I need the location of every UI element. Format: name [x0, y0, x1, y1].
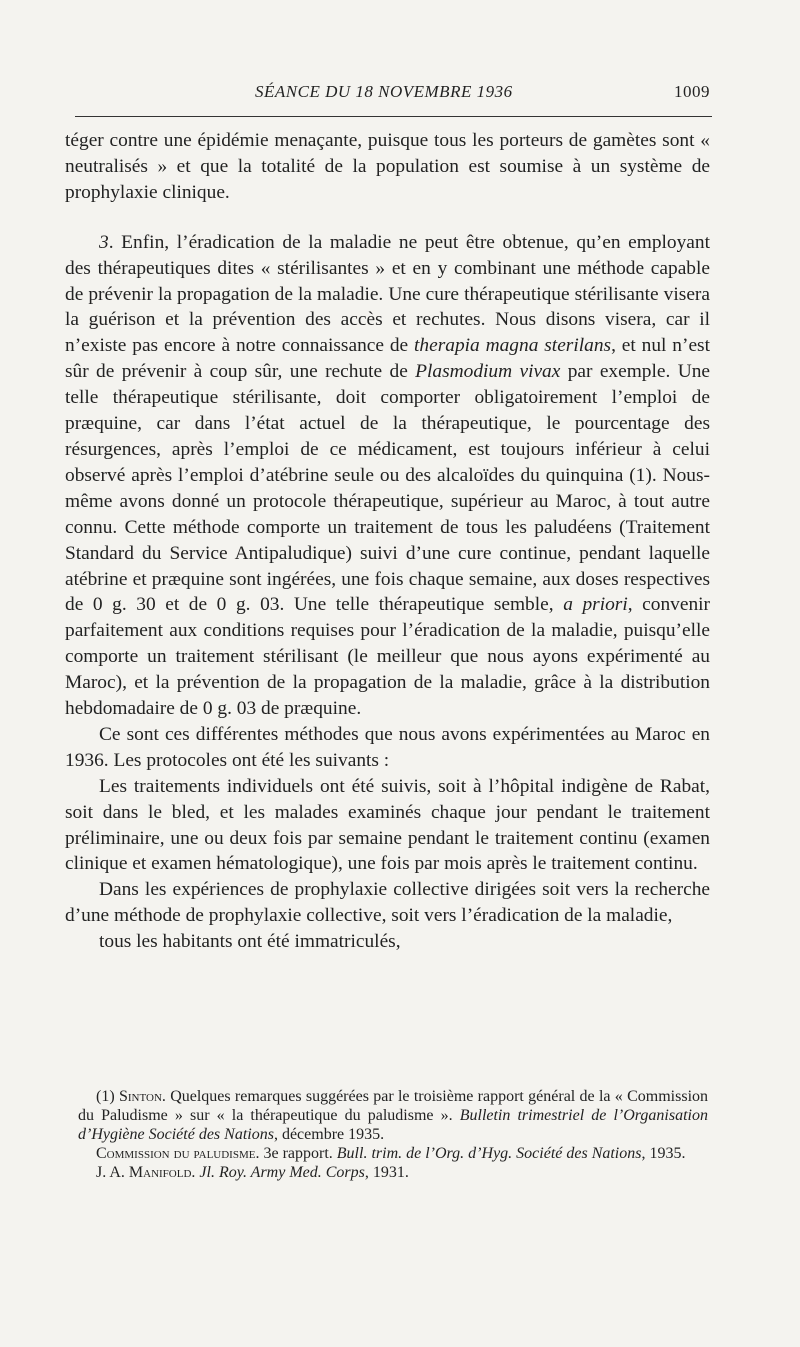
author-name: Manifold — [128, 1164, 192, 1181]
text-run: , 1931. — [364, 1164, 409, 1181]
running-header — [75, 82, 710, 108]
body-text — [65, 128, 710, 955]
italic-text: Bulletin trimestriel de l’Organisation d’Hygiène Société des Nations — [78, 1107, 708, 1143]
text-run: , 1935. — [641, 1145, 686, 1162]
text-run: . Enfin, l’éradication de la maladie ne peut être obtenue, qu’en employant des thérapeutiques dites « stérilisantes » et en y combinant une méthode capable de prévenir la propagation de la maladie. Une cure thérapeutique stérilisante visera la guérison et la prévention des accès et rechutes. Nous disons visera, car il n’existe pas encore à notre connaissance de — [65, 231, 710, 357]
paragraph-point-3 — [65, 230, 710, 722]
footnote-sinton — [78, 1087, 708, 1144]
text-run: . Quelques remarques suggérées par le troisième rapport général de la « Commission du Paludisme » sur « la thérapeutique du paludisme ». — [78, 1088, 709, 1124]
footnote-commission — [78, 1144, 708, 1163]
italic-text: therapia magna sterilans — [414, 335, 612, 357]
italic-text: a priori — [563, 594, 628, 616]
header-rule — [75, 116, 712, 117]
footnote-manifold — [78, 1163, 708, 1182]
text-run: J. A. — [96, 1164, 129, 1181]
author-name: Commission du paludisme — [96, 1145, 256, 1162]
author-name: Sinton — [118, 1088, 162, 1105]
header-title: SÉANCE DU 18 NOVEMBRE 1936 — [255, 82, 513, 101]
text-run: , décembre 1935. — [273, 1126, 385, 1143]
text-run: (1) — [96, 1088, 119, 1105]
footnotes — [78, 1087, 708, 1182]
text-run: , et nul n’est sûr de prévenir à coup sûr, une rechute de — [65, 335, 710, 383]
text-run: . — [191, 1164, 200, 1181]
italic-text: Plasmodium vivax — [415, 361, 561, 383]
text-run: par exemple. Une telle thérapeutique stérilisante, doit comporter obligatoirement l’emploi de præquine, car dans l’état actuel de la thérapeutique, le pourcentage des résurgences, après l’emploi de ce médicament, est toujours inférieur à celui observé après l’emploi d’atébrine seule ou des alcaloïdes du quinquina (1). Nous-même avons donné un protocole thérapeutique, supérieur au Maroc, à tout autre connu. Cette méthode comporte un traitement de tous les paludéens (Traitement Standard du Service Antipaludique) suivi d’une cure continue, pendant laquelle atébrine et præquine sont ingérées, une fois chaque semaine, aux doses respectives de 0 g. 30 et de 0 g. 03. Une telle thérapeutique semble, — [65, 361, 710, 616]
paragraph-treatments: Les traitements individuels ont été suivis, soit à l’hôpital indigène de Rabat, soit dans le bled, et les malades examinés chaque jour pendant le traitement préliminaire, une ou deux fois par semaine pendant le traitement continu (examen clinique et examen hématologique), une fois par mois après le traitement continu. — [65, 775, 710, 875]
text-run: . 3e rapport. — [255, 1145, 337, 1162]
page-number: 1009 — [674, 82, 710, 101]
italic-text: Jl. Roy. Army Med. Corps — [199, 1164, 365, 1181]
italic-text: Bull. trim. de l’Org. d’Hyg. Société des Nations — [336, 1145, 642, 1162]
italic-text: 3 — [99, 231, 109, 253]
paragraph-continued: téger contre une épidémie menaçante, puisque tous les porteurs de gamètes sont « neutralisés » et que la totalité de la population est soumise à un système de prophylaxie clinique. — [65, 130, 710, 203]
paragraph-methods: Ce sont ces différentes méthodes que nous avons expérimentées au Maroc en 1936. Les protocoles ont été les suivants : — [65, 723, 710, 771]
text-run: , convenir parfaitement aux conditions requises pour l’éradication de la maladie, puisqu’elle comporte un traitement stérilisant (le meilleur que nous ayons expérimenté au Maroc), et la prévention de la propagation de la maladie, grâce à la distribution hebdomadaire de 0 g. 03 de præquine. — [65, 594, 710, 720]
paragraph-registration: tous les habitants ont été immatriculés, — [99, 931, 401, 953]
paragraph-collective-prophylaxis: Dans les expériences de prophylaxie collective dirigées soit vers la recherche d’une méthode de prophylaxie collective, soit vers l’éradication de la maladie, — [65, 879, 710, 927]
